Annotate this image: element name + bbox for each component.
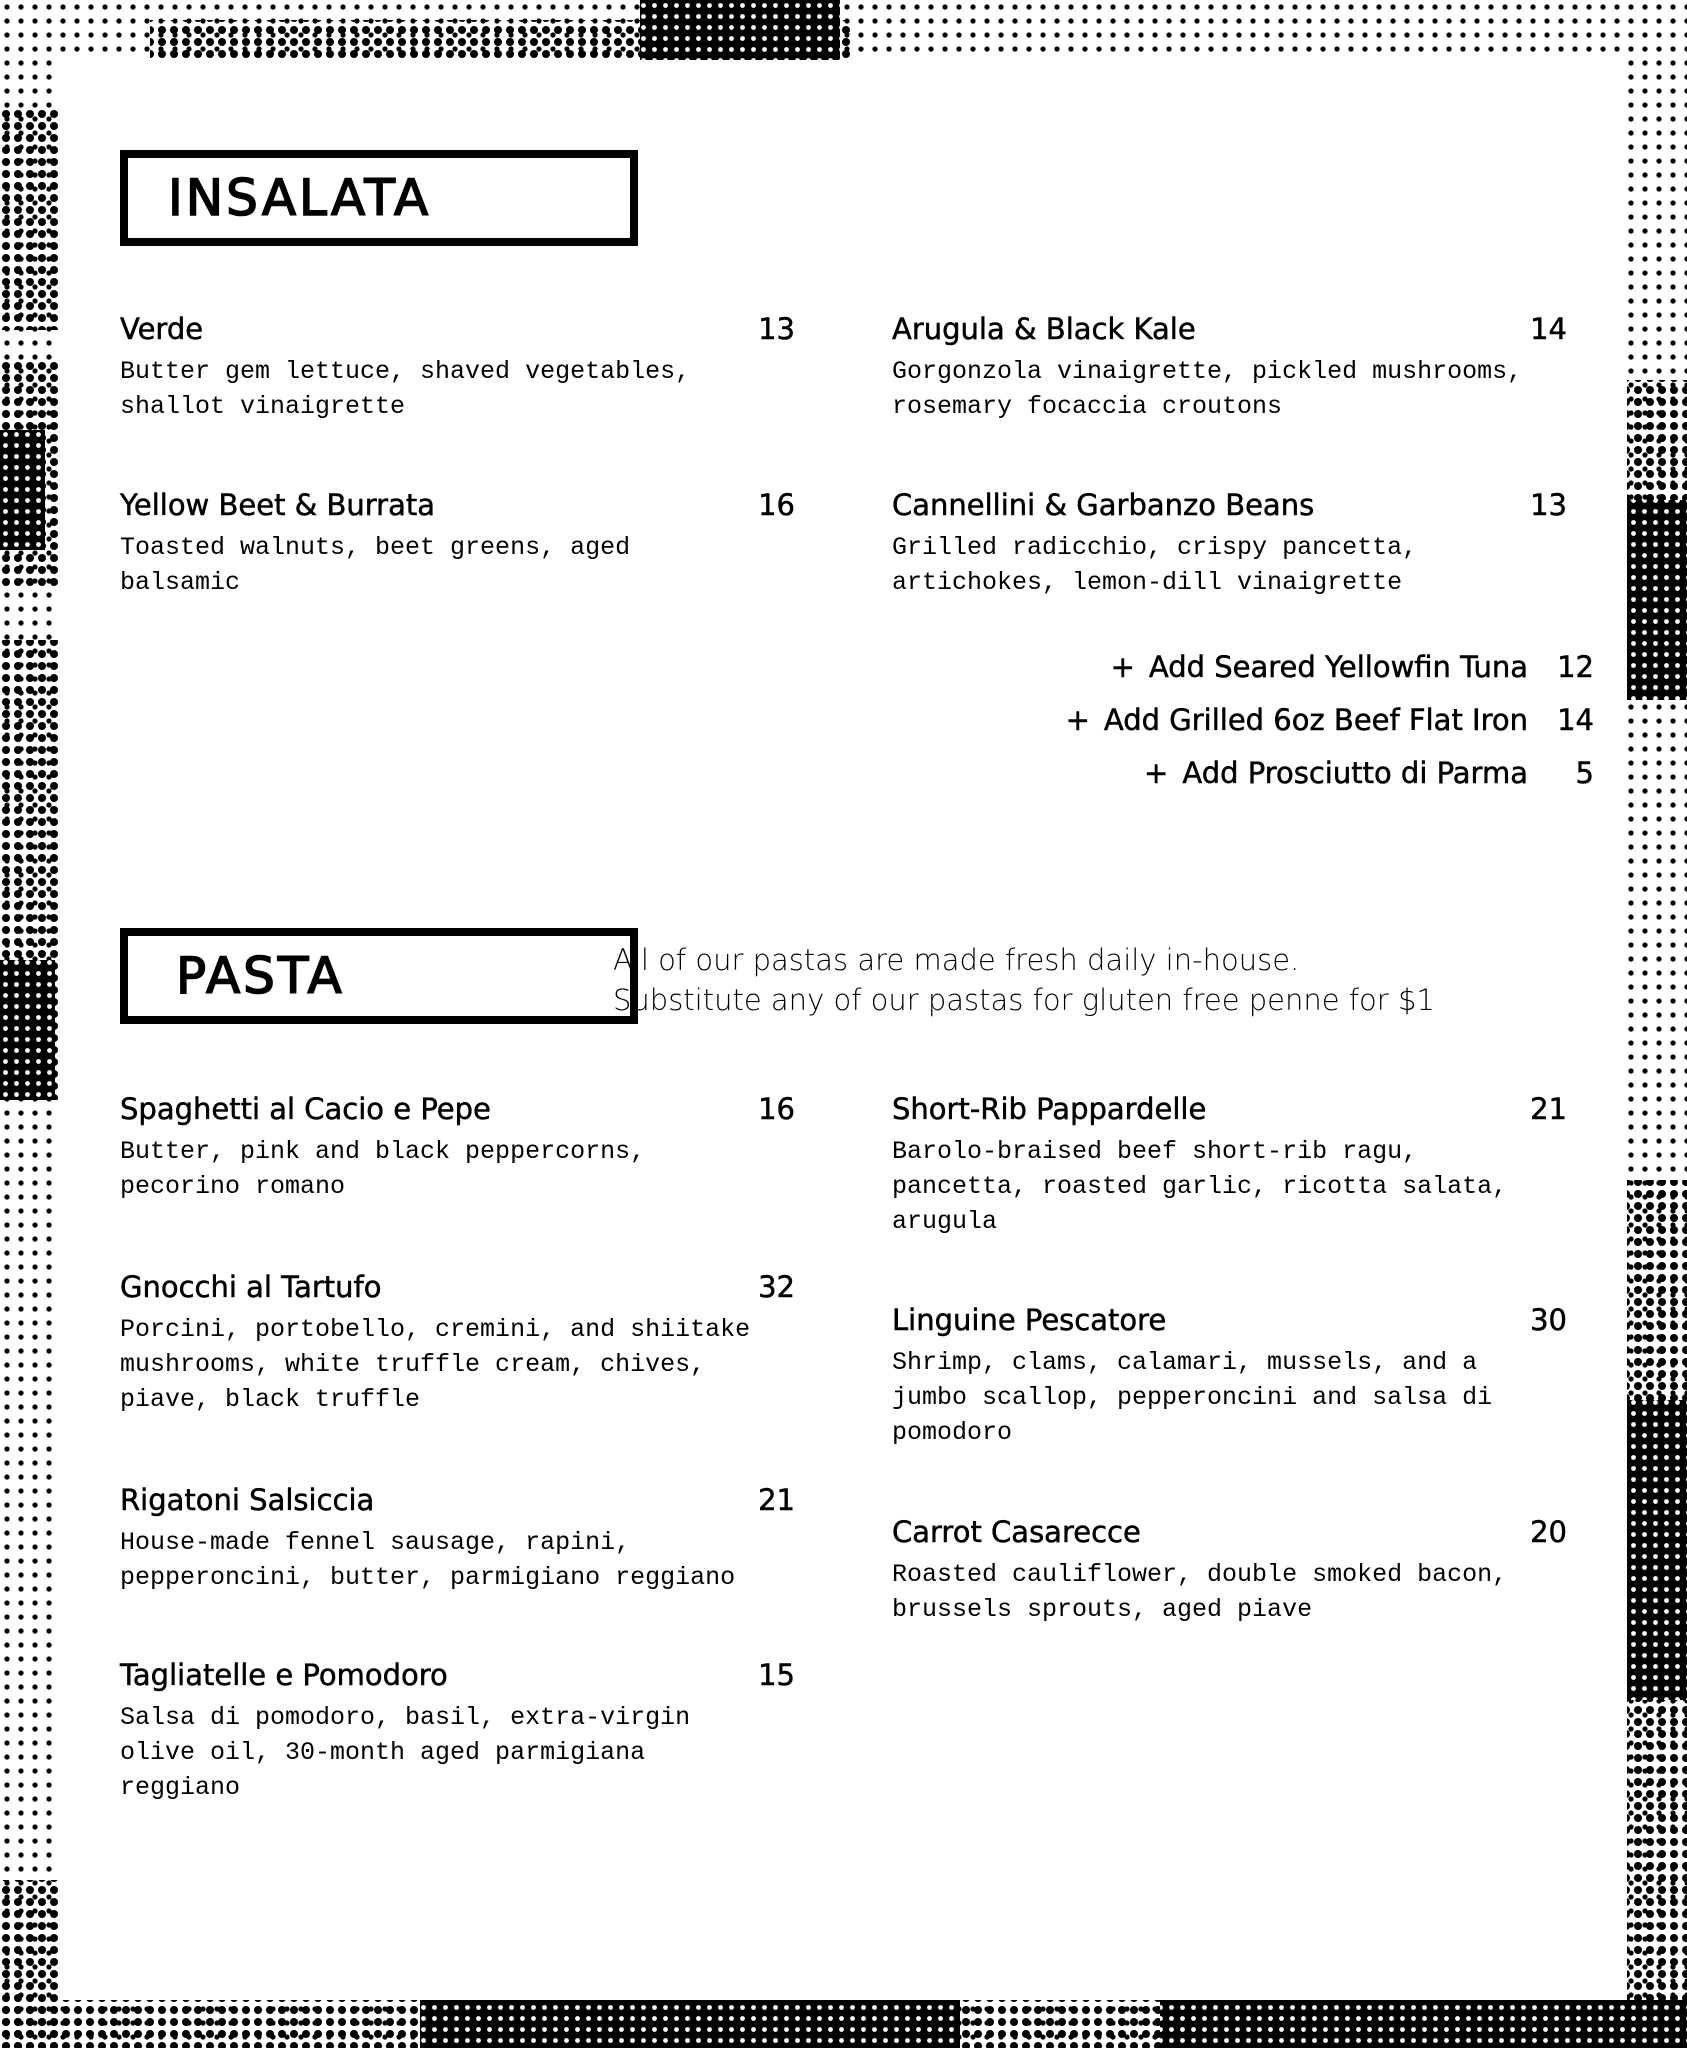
item-price: 16: [758, 1092, 795, 1126]
item-price: 16: [758, 488, 795, 522]
addon-label: Add Grilled 6oz Beef Flat Iron: [1103, 703, 1528, 737]
item-price: 13: [1530, 488, 1567, 522]
item-price: 21: [1530, 1092, 1567, 1126]
menu-item: [892, 1515, 1567, 1627]
item-description: Butter gem lettuce, shaved vegetables, shallot vinaigrette: [120, 357, 691, 421]
item-description: Salsa di pomodoro, basil, extra-virgin olive oil, 30-month aged parmigiana reggiano: [120, 1703, 691, 1802]
plus-icon: +: [1144, 756, 1169, 790]
addon-price: 12: [1557, 650, 1594, 684]
item-name: Tagliatelle e Pomodoro: [120, 1658, 448, 1692]
addon-price: 14: [1557, 703, 1594, 737]
item-name: Arugula & Black Kale: [892, 312, 1196, 346]
menu-item: [120, 312, 795, 424]
item-name: Verde: [120, 312, 204, 346]
item-name: Cannellini & Garbanzo Beans: [892, 488, 1315, 522]
item-description: Gorgonzola vinaigrette, pickled mushrooms, rosemary focaccia croutons: [892, 357, 1523, 421]
item-price: 20: [1530, 1515, 1567, 1549]
pasta-note-line: All of our pastas are made fresh daily in-house.: [613, 943, 1300, 977]
item-name: Short-Rib Pappardelle: [892, 1092, 1207, 1126]
pasta-note-line: Substitute any of our pastas for gluten free penne for $1: [613, 983, 1435, 1017]
item-price: 15: [758, 1658, 795, 1692]
item-name: Rigatoni Salsiccia: [120, 1483, 375, 1517]
menu-item: [120, 1483, 795, 1595]
item-price: 32: [758, 1270, 795, 1304]
pasta-note: [613, 940, 1435, 1020]
pasta-heading-box: [120, 928, 638, 1024]
menu-page: [60, 60, 1627, 2000]
addon-item: [1066, 703, 1594, 737]
item-description: House-made fennel sausage, rapini, pepperoncini, butter, parmigiano reggiano: [120, 1528, 736, 1592]
item-description: Roasted cauliflower, double smoked bacon, brussels sprouts, aged piave: [892, 1560, 1508, 1624]
insalata-heading: INSALATA: [168, 169, 432, 227]
item-name: Yellow Beet & Burrata: [120, 488, 436, 522]
menu-item: [120, 488, 795, 600]
item-name: Carrot Casarecce: [892, 1515, 1141, 1549]
item-name: Linguine Pescatore: [892, 1303, 1167, 1337]
menu-item: [120, 1658, 795, 1805]
item-description: Shrimp, clams, calamari, mussels, and a jumbo scallop, pepperoncini and salsa di pomodoro: [892, 1348, 1493, 1447]
item-description: Barolo-braised beef short-rib ragu, pancetta, roasted garlic, ricotta salata, arugula: [892, 1137, 1508, 1236]
item-description: Toasted walnuts, beet greens, aged balsamic: [120, 533, 631, 597]
item-price: 30: [1530, 1303, 1567, 1337]
item-name: Gnocchi al Tartufo: [120, 1270, 382, 1304]
item-name: Spaghetti al Cacio e Pepe: [120, 1092, 491, 1126]
menu-item: [892, 488, 1567, 600]
item-price: 14: [1530, 312, 1567, 346]
plus-icon: +: [1065, 703, 1090, 737]
menu-item: [120, 1092, 795, 1204]
menu-item: [892, 1303, 1567, 1450]
addon-label: Add Seared Yellowfin Tuna: [1148, 650, 1528, 684]
insalata-heading-box: [120, 150, 638, 246]
item-price: 21: [758, 1483, 795, 1517]
item-description: Grilled radicchio, crispy pancetta, artichokes, lemon-dill vinaigrette: [892, 533, 1418, 597]
pasta-heading: PASTA: [176, 947, 345, 1005]
addon-price: 5: [1575, 756, 1594, 790]
menu-item: [892, 1092, 1567, 1239]
item-description: Porcini, portobello, cremini, and shiitake mushrooms, white truffle cream, chives, piave, black truffle: [120, 1315, 751, 1414]
item-price: 13: [758, 312, 795, 346]
addon-item: [1111, 650, 1594, 684]
addon-item: [1144, 756, 1594, 790]
plus-icon: +: [1110, 650, 1135, 684]
item-description: Butter, pink and black peppercorns, pecorino romano: [120, 1137, 646, 1201]
addon-label: Add Prosciutto di Parma: [1182, 756, 1528, 790]
menu-item: [892, 312, 1567, 424]
menu-item: [120, 1270, 795, 1417]
